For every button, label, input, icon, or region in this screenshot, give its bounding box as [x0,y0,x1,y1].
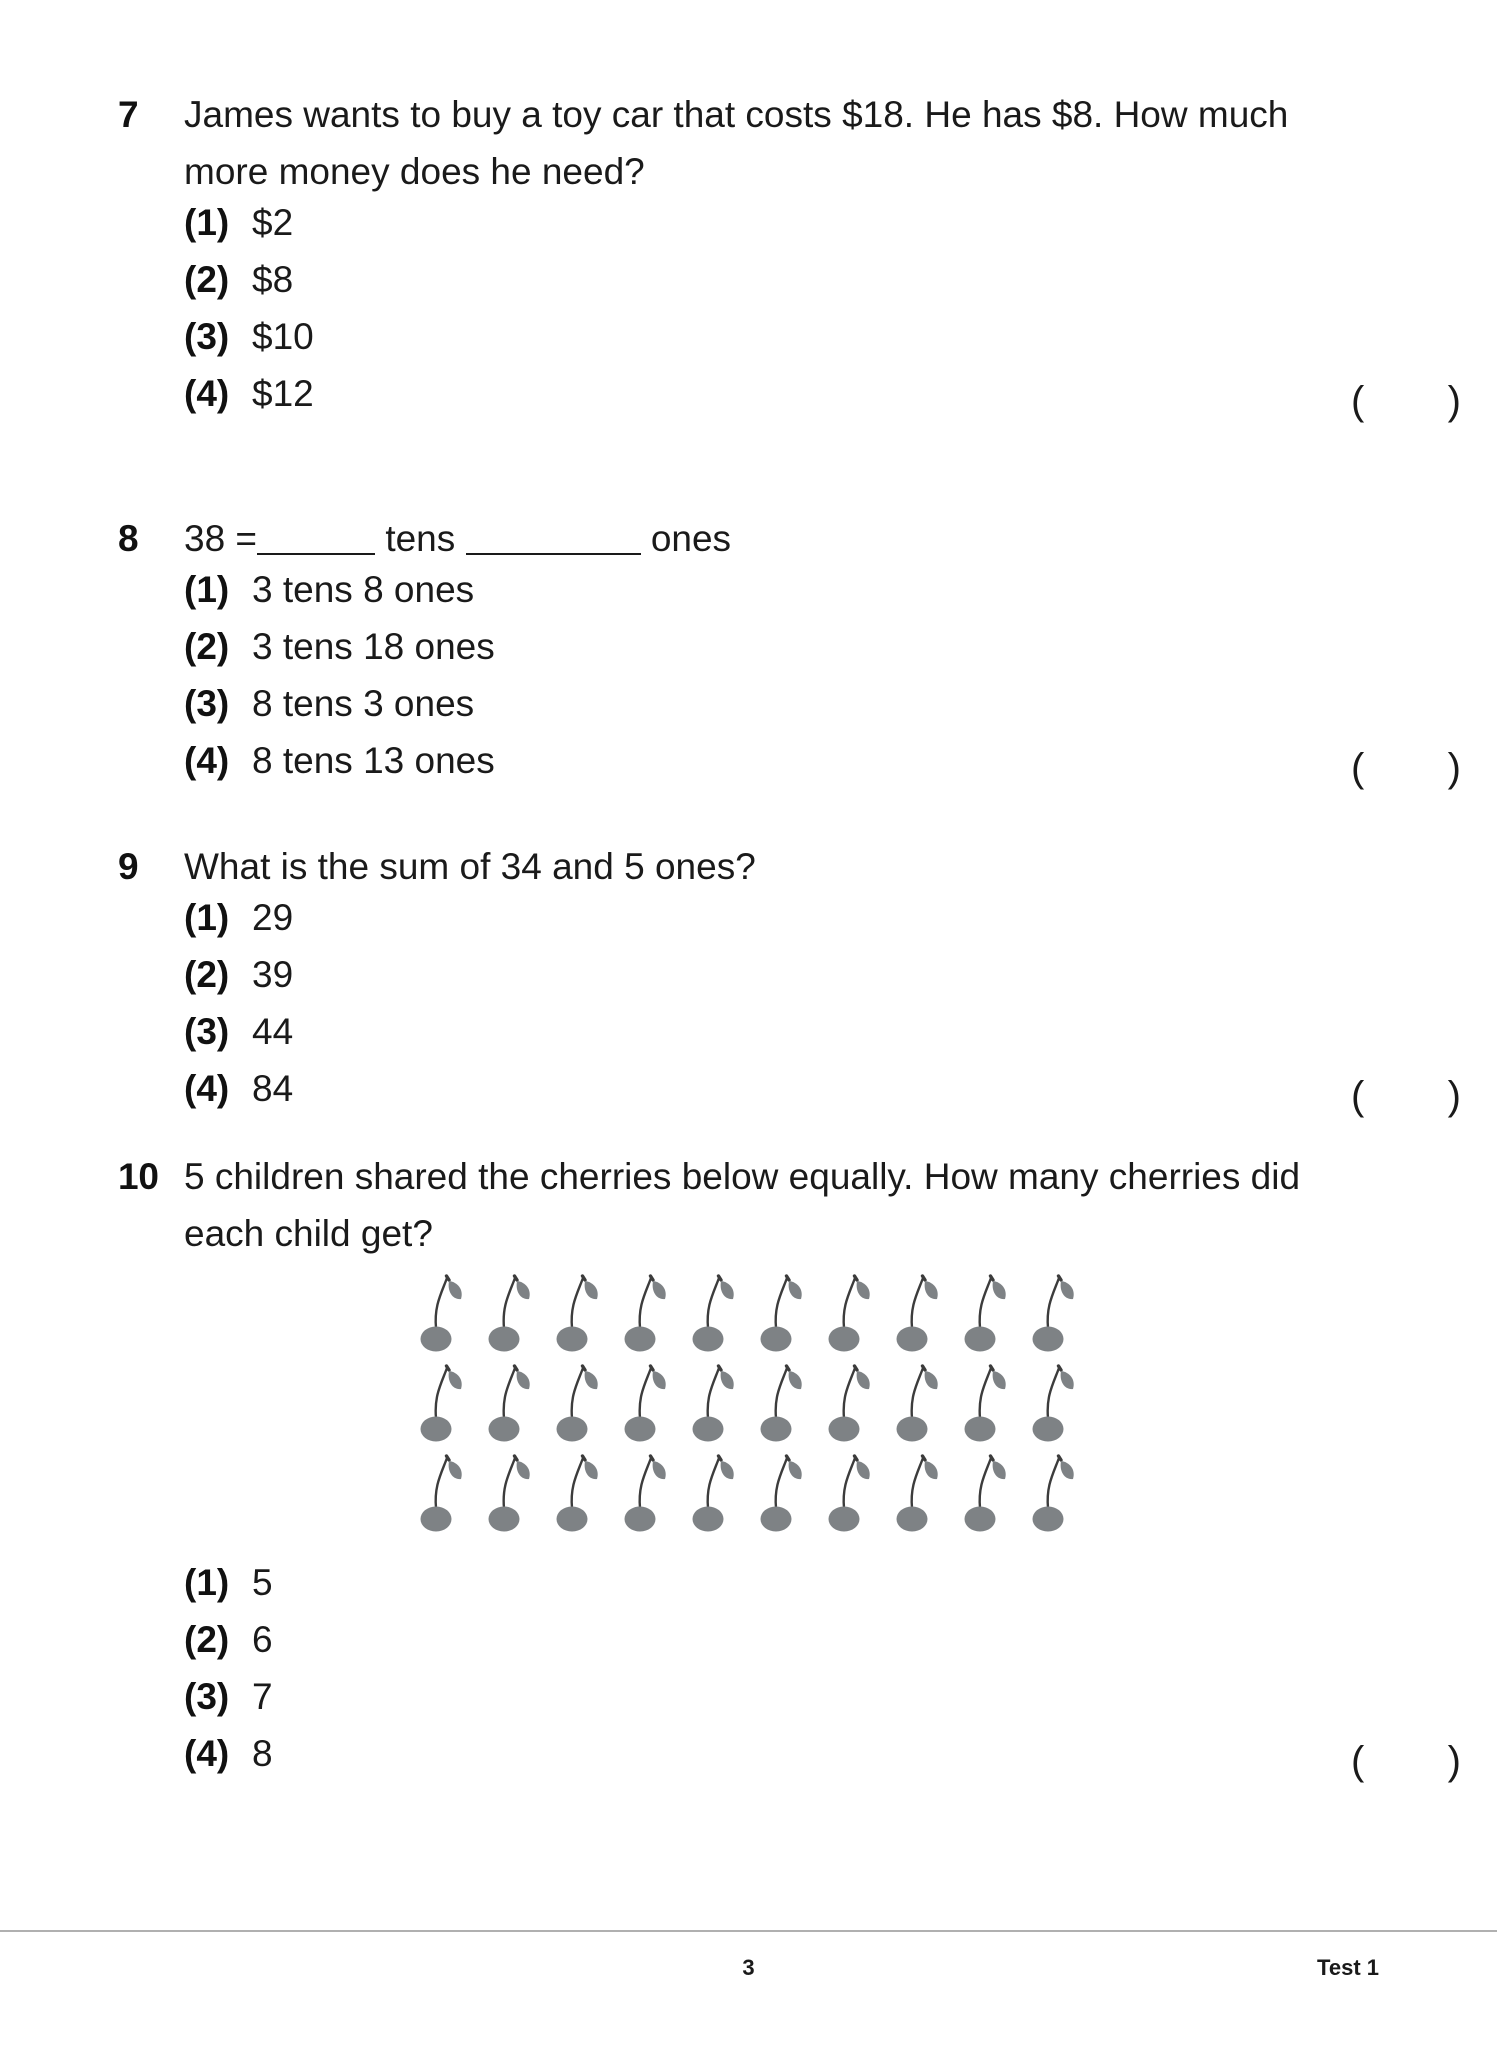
cherry-icon [1032,1362,1080,1448]
option-value: 6 [252,1619,273,1660]
question-9-header [118,838,1388,895]
cherry-icon [420,1272,468,1358]
option-label: (4) [184,740,230,781]
cherry-icon [488,1452,536,1538]
option-label: (2) [184,954,230,995]
question-10 [118,1148,1388,1262]
bracket-close: ) [1447,379,1461,423]
option-label: (1) [184,1562,230,1603]
question-8-options [118,569,1461,797]
option-value: $8 [252,259,294,300]
option-row[interactable] [184,683,1388,740]
option-label: (2) [184,259,230,300]
option-value: 8 tens 13 ones [252,740,495,781]
option-row[interactable] [184,1562,1388,1619]
option-row[interactable] [184,1676,1388,1733]
answer-bracket[interactable] [1351,373,1461,430]
cherry-icon [896,1362,944,1448]
question-8-text [184,510,1304,567]
option-row[interactable] [184,897,1388,954]
cherry-row [420,1272,1100,1362]
cherry-icon [420,1452,468,1538]
option-label: (1) [184,569,230,610]
footer-test-label: Test 1 [1317,1955,1379,1980]
answer-bracket[interactable] [1351,740,1461,797]
cherries-grid [420,1272,1100,1542]
question-7-options [118,202,1461,430]
footer-divider [0,1930,1497,1932]
option-row[interactable] [184,316,1388,373]
option-row[interactable] [184,202,1388,259]
cherry-icon [488,1362,536,1448]
option-value: 7 [252,1676,273,1717]
cherry-icon [624,1272,672,1358]
option-label: (4) [184,1068,230,1109]
option-value: 29 [252,897,294,938]
cherry-icon [828,1272,876,1358]
option-label: (3) [184,1011,230,1052]
question-10-options [118,1562,1461,1790]
bracket-close: ) [1447,1074,1461,1118]
option-value: 84 [252,1068,294,1109]
option-row[interactable] [184,954,1388,1011]
cherry-icon [556,1362,604,1448]
bracket-close: ) [1447,746,1461,790]
cherry-icon [556,1452,604,1538]
cherry-icon [692,1362,740,1448]
question-9-text: What is the sum of 34 and 5 ones? [184,846,756,887]
cherry-icon [760,1272,808,1358]
option-row[interactable] [184,626,1388,683]
option-row[interactable] [184,1068,1461,1125]
cherry-icon [760,1362,808,1448]
cherry-icon [420,1362,468,1448]
answer-bracket[interactable] [1351,1068,1461,1125]
bracket-open: ( [1351,1074,1365,1118]
cherry-icon [828,1452,876,1538]
fill-in-blank-ones[interactable] [466,523,641,555]
option-value: 3 tens 18 ones [252,626,495,667]
cherry-icon [1032,1272,1080,1358]
question-8-text-part-3: ones [650,518,732,559]
question-9-options [118,897,1461,1125]
cherry-icon [692,1272,740,1358]
question-8-text-part-1: 38 = [184,518,258,559]
cherry-icon [964,1362,1012,1448]
cherry-icon [624,1362,672,1448]
option-row[interactable] [184,569,1388,626]
option-label: (1) [184,897,230,938]
option-value: 5 [252,1562,273,1603]
question-7-header [118,86,1388,200]
option-row[interactable] [184,1619,1388,1676]
option-row[interactable] [184,373,1461,430]
cherry-row [420,1362,1100,1452]
cherry-row [420,1452,1100,1542]
cherry-icon [896,1452,944,1538]
option-value: 8 tens 3 ones [252,683,475,724]
answer-bracket[interactable] [1351,1733,1461,1790]
question-7 [118,86,1461,430]
cherry-icon [488,1272,536,1358]
option-value: $2 [252,202,294,243]
footer-page-number: 3 [742,1955,755,1980]
question-7-text: James wants to buy a toy car that costs $18. He has $8. How much more money does he need? [184,94,1289,192]
option-row[interactable] [184,1733,1461,1790]
cherry-icon [1032,1452,1080,1538]
option-value: 3 tens 8 ones [252,569,475,610]
option-value: 44 [252,1011,294,1052]
question-10-text: 5 children shared the cherries below equally. How many cherries did each child get? [184,1156,1301,1254]
bracket-close: ) [1447,1739,1461,1783]
question-10-answers [118,1560,1461,1790]
option-label: (1) [184,202,230,243]
question-8-header [118,510,1388,567]
option-label: (2) [184,626,230,667]
bracket-open: ( [1351,379,1365,423]
option-value: 8 [252,1733,273,1774]
cherry-icon [896,1272,944,1358]
option-value: 39 [252,954,294,995]
cherry-icon [964,1272,1012,1358]
question-9 [118,838,1461,1125]
option-row[interactable] [184,259,1388,316]
cherry-icon [624,1452,672,1538]
cherry-icon [828,1362,876,1448]
question-8-text-part-2: tens [385,518,456,559]
option-label: (2) [184,1619,230,1660]
option-label: (4) [184,1733,230,1774]
question-7-number: 7 [118,94,139,135]
option-value: $12 [252,373,314,414]
cherry-icon [760,1452,808,1538]
cherry-icon [964,1452,1012,1538]
bracket-open: ( [1351,1739,1365,1783]
question-10-header [118,1148,1388,1262]
option-row[interactable] [184,740,1461,797]
question-9-number: 9 [118,846,139,887]
cherry-icon [692,1452,740,1538]
option-row[interactable] [184,1011,1388,1068]
option-label: (3) [184,683,230,724]
question-10-number: 10 [118,1156,159,1197]
option-value: $10 [252,316,314,357]
option-label: (3) [184,1676,230,1717]
fill-in-blank-tens[interactable] [257,523,375,555]
bracket-open: ( [1351,746,1365,790]
cherry-icon [556,1272,604,1358]
option-label: (3) [184,316,230,357]
question-8 [118,510,1461,797]
option-label: (4) [184,373,230,414]
question-8-number: 8 [118,518,139,559]
